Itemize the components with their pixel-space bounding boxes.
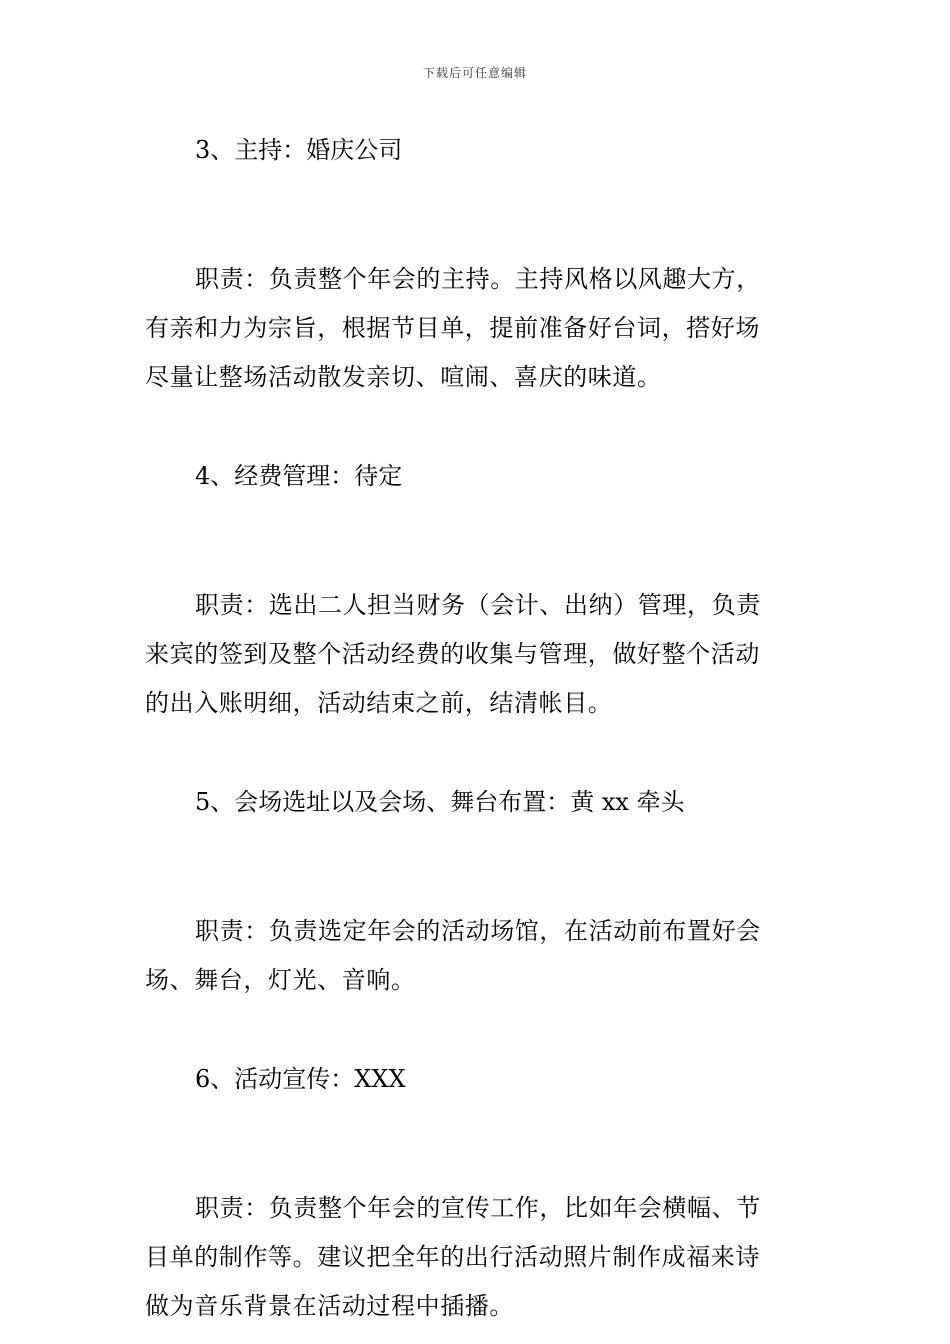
paragraph-line: 职责：选出二人担当财务（会计、出纳）管理，负责 [195,591,761,619]
document-body [145,128,810,1331]
section-4 [145,454,810,728]
paragraph-line: 做为音乐背景在活动过程中插播。 [145,1292,514,1320]
section-6 [145,1057,810,1331]
section-3 [145,128,810,402]
paragraph-line: 职责：负责整个年会的宣传工作，比如年会横幅、节 [195,1194,761,1222]
section-heading: 3、主持：婚庆公司 [195,136,403,164]
section-paragraph [145,255,810,402]
paragraph-line: 职责：负责整个年会的主持。主持风格以风趣大方， [195,265,761,293]
section-heading: 4、经费管理：待定 [195,462,403,490]
paragraph-line: 场、舞台，灯光、音响。 [145,966,416,994]
section-paragraph [145,1184,810,1331]
section-paragraph [145,581,810,728]
section-heading: 5、会场选址以及会场、舞台布置：黄 xx 牵头 [195,788,685,816]
section-paragraph [145,907,810,1005]
section-heading: 6、活动宣传：XXX [195,1065,406,1093]
page-header-note: 下载后可任意编辑 [422,66,527,80]
paragraph-line: 目单的制作等。建议把全年的出行活动照片制作成福来诗 [145,1243,760,1271]
paragraph-line: 的出入账明细，活动结束之前，结清帐目。 [145,689,613,717]
paragraph-line: 尽量让整场活动散发亲切、喧闹、喜庆的味道。 [145,363,662,391]
paragraph-line: 有亲和力为宗旨，根据节目单，提前准备好台词，搭好场 [145,314,760,342]
paragraph-line: 来宾的签到及整个活动经费的收集与管理，做好整个活动 [145,640,760,668]
section-5 [145,780,810,1005]
paragraph-line: 职责：负责选定年会的活动场馆，在活动前布置好会 [195,917,761,945]
